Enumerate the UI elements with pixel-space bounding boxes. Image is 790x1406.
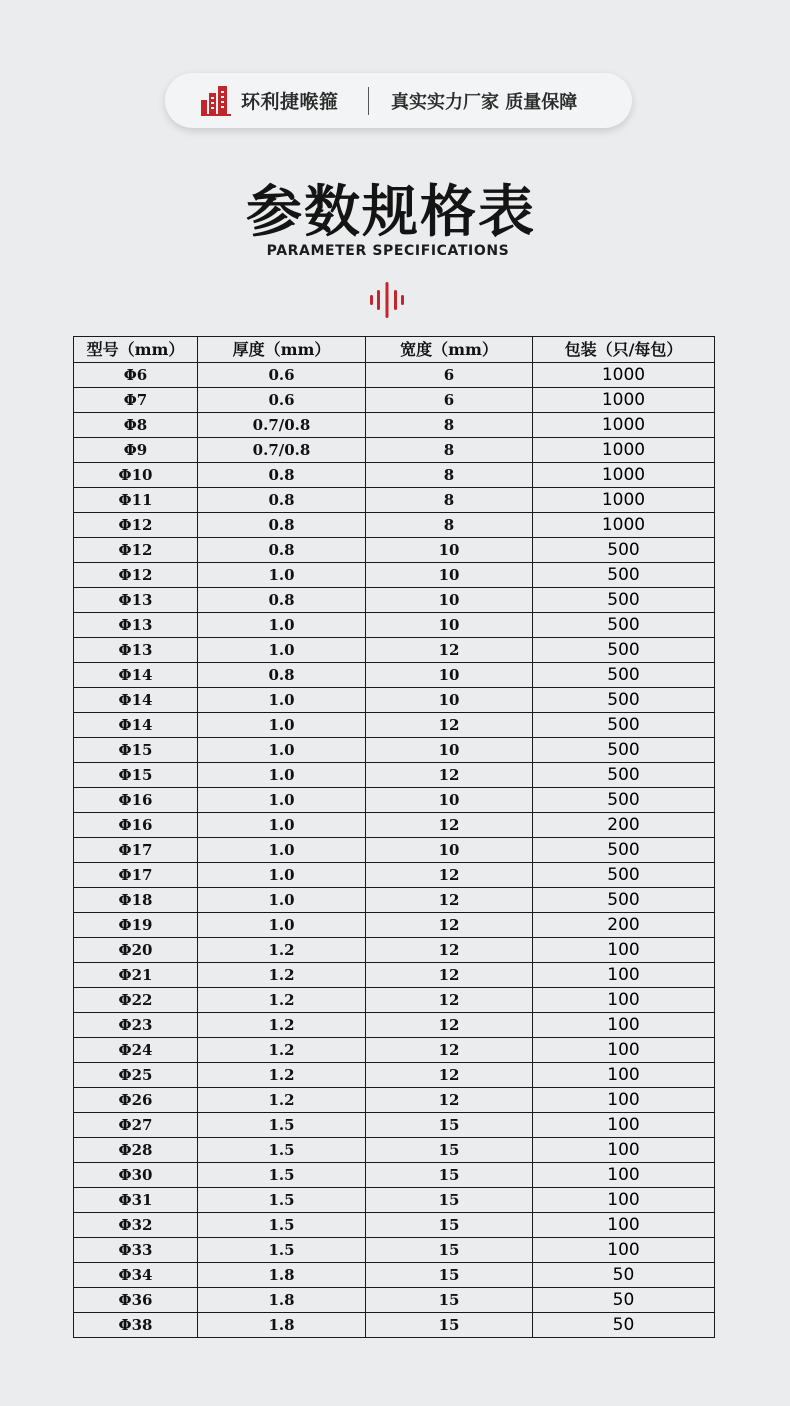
cell-thickness: 1.2 xyxy=(198,1038,366,1063)
divider xyxy=(368,87,369,115)
cell-model: Φ16 xyxy=(74,813,198,838)
cell-model: Φ24 xyxy=(74,1038,198,1063)
cell-thickness: 1.0 xyxy=(198,913,366,938)
table-row xyxy=(74,688,715,713)
cell-packing: 100 xyxy=(533,1163,715,1188)
header-model: 型号（mm） xyxy=(74,337,198,363)
cell-packing: 100 xyxy=(533,1213,715,1238)
cell-thickness: 1.0 xyxy=(198,613,366,638)
cell-thickness: 1.0 xyxy=(198,688,366,713)
table-row xyxy=(74,1213,715,1238)
cell-thickness: 1.2 xyxy=(198,1063,366,1088)
cell-model: Φ12 xyxy=(74,513,198,538)
cell-width: 15 xyxy=(366,1188,533,1213)
cell-model: Φ14 xyxy=(74,713,198,738)
cell-width: 8 xyxy=(366,488,533,513)
cell-model: Φ17 xyxy=(74,863,198,888)
table-row xyxy=(74,1038,715,1063)
cell-thickness: 1.0 xyxy=(198,788,366,813)
cell-packing: 1000 xyxy=(533,363,715,388)
table-row xyxy=(74,988,715,1013)
cell-thickness: 1.8 xyxy=(198,1288,366,1313)
cell-width: 8 xyxy=(366,463,533,488)
cell-width: 12 xyxy=(366,938,533,963)
cell-packing: 1000 xyxy=(533,463,715,488)
cell-model: Φ26 xyxy=(74,1088,198,1113)
cell-model: Φ15 xyxy=(74,763,198,788)
cell-packing: 500 xyxy=(533,838,715,863)
cell-model: Φ11 xyxy=(74,488,198,513)
cell-width: 12 xyxy=(366,863,533,888)
cell-model: Φ13 xyxy=(74,613,198,638)
cell-width: 10 xyxy=(366,613,533,638)
cell-packing: 500 xyxy=(533,663,715,688)
cell-thickness: 1.0 xyxy=(198,863,366,888)
table-row xyxy=(74,1138,715,1163)
cell-model: Φ19 xyxy=(74,913,198,938)
table-row xyxy=(74,763,715,788)
cell-width: 15 xyxy=(366,1138,533,1163)
cell-width: 8 xyxy=(366,438,533,463)
cell-width: 6 xyxy=(366,363,533,388)
cell-thickness: 1.0 xyxy=(198,763,366,788)
cell-width: 15 xyxy=(366,1113,533,1138)
cell-width: 10 xyxy=(366,588,533,613)
table-row xyxy=(74,963,715,988)
cell-width: 15 xyxy=(366,1163,533,1188)
cell-model: Φ28 xyxy=(74,1138,198,1163)
cell-thickness: 1.2 xyxy=(198,1088,366,1113)
cell-thickness: 1.5 xyxy=(198,1113,366,1138)
cell-packing: 500 xyxy=(533,588,715,613)
cell-thickness: 0.7/0.8 xyxy=(198,438,366,463)
cell-width: 15 xyxy=(366,1238,533,1263)
cell-model: Φ12 xyxy=(74,563,198,588)
cell-width: 12 xyxy=(366,1063,533,1088)
table-row xyxy=(74,813,715,838)
cell-thickness: 0.8 xyxy=(198,663,366,688)
cell-width: 12 xyxy=(366,638,533,663)
cell-model: Φ34 xyxy=(74,1263,198,1288)
table-row xyxy=(74,1113,715,1138)
cell-model: Φ25 xyxy=(74,1063,198,1088)
cell-width: 12 xyxy=(366,1088,533,1113)
cell-width: 8 xyxy=(366,413,533,438)
cell-packing: 1000 xyxy=(533,438,715,463)
cell-packing: 500 xyxy=(533,788,715,813)
table-row xyxy=(74,913,715,938)
table-row xyxy=(74,513,715,538)
cell-packing: 500 xyxy=(533,613,715,638)
cell-width: 15 xyxy=(366,1263,533,1288)
cell-model: Φ36 xyxy=(74,1288,198,1313)
table-row xyxy=(74,363,715,388)
cell-packing: 100 xyxy=(533,963,715,988)
cell-model: Φ33 xyxy=(74,1238,198,1263)
cell-width: 8 xyxy=(366,513,533,538)
cell-thickness: 1.2 xyxy=(198,963,366,988)
cell-thickness: 1.2 xyxy=(198,988,366,1013)
cell-thickness: 0.8 xyxy=(198,513,366,538)
header-packing: 包装（只/每包） xyxy=(533,337,715,363)
cell-width: 15 xyxy=(366,1288,533,1313)
cell-model: Φ13 xyxy=(74,588,198,613)
table-row xyxy=(74,938,715,963)
cell-packing: 1000 xyxy=(533,488,715,513)
cell-packing: 50 xyxy=(533,1313,715,1338)
table-row xyxy=(74,388,715,413)
table-row xyxy=(74,438,715,463)
cell-width: 10 xyxy=(366,663,533,688)
table-row xyxy=(74,1013,715,1038)
table-row xyxy=(74,863,715,888)
cell-width: 10 xyxy=(366,563,533,588)
cell-packing: 200 xyxy=(533,813,715,838)
cell-model: Φ15 xyxy=(74,738,198,763)
cell-model: Φ38 xyxy=(74,1313,198,1338)
cell-width: 10 xyxy=(366,538,533,563)
cell-packing: 100 xyxy=(533,988,715,1013)
cell-model: Φ31 xyxy=(74,1188,198,1213)
table-row xyxy=(74,563,715,588)
cell-thickness: 1.0 xyxy=(198,638,366,663)
table-row xyxy=(74,888,715,913)
cell-thickness: 1.2 xyxy=(198,1013,366,1038)
cell-width: 12 xyxy=(366,713,533,738)
cell-width: 10 xyxy=(366,688,533,713)
cell-width: 12 xyxy=(366,888,533,913)
cell-model: Φ21 xyxy=(74,963,198,988)
table-row xyxy=(74,488,715,513)
header-thickness: 厚度（mm） xyxy=(198,337,366,363)
cell-packing: 200 xyxy=(533,913,715,938)
spec-table-body xyxy=(74,363,715,1338)
sound-wave-icon xyxy=(368,281,406,319)
cell-packing: 500 xyxy=(533,563,715,588)
cell-packing: 100 xyxy=(533,1013,715,1038)
table-row xyxy=(74,1063,715,1088)
cell-thickness: 1.2 xyxy=(198,938,366,963)
cell-model: Φ14 xyxy=(74,688,198,713)
cell-thickness: 1.5 xyxy=(198,1138,366,1163)
table-row xyxy=(74,1313,715,1338)
table-row xyxy=(74,1188,715,1213)
cell-thickness: 0.8 xyxy=(198,463,366,488)
table-row xyxy=(74,1288,715,1313)
cell-packing: 500 xyxy=(533,738,715,763)
cell-packing: 100 xyxy=(533,1188,715,1213)
table-row xyxy=(74,1238,715,1263)
cell-packing: 500 xyxy=(533,763,715,788)
cell-model: Φ6 xyxy=(74,363,198,388)
cell-thickness: 1.0 xyxy=(198,713,366,738)
cell-thickness: 1.8 xyxy=(198,1263,366,1288)
header-width: 宽度（mm） xyxy=(366,337,533,363)
table-row xyxy=(74,838,715,863)
cell-width: 12 xyxy=(366,963,533,988)
table-row xyxy=(74,463,715,488)
cell-width: 10 xyxy=(366,738,533,763)
cell-model: Φ23 xyxy=(74,1013,198,1038)
table-row xyxy=(74,413,715,438)
table-row xyxy=(74,1263,715,1288)
cell-width: 10 xyxy=(366,788,533,813)
cell-thickness: 1.8 xyxy=(198,1313,366,1338)
table-row xyxy=(74,713,715,738)
cell-packing: 50 xyxy=(533,1263,715,1288)
cell-thickness: 0.7/0.8 xyxy=(198,413,366,438)
cell-model: Φ12 xyxy=(74,538,198,563)
cell-packing: 1000 xyxy=(533,413,715,438)
cell-thickness: 1.0 xyxy=(198,738,366,763)
cell-packing: 500 xyxy=(533,688,715,713)
table-row xyxy=(74,788,715,813)
cell-width: 12 xyxy=(366,763,533,788)
cell-model: Φ16 xyxy=(74,788,198,813)
table-row xyxy=(74,638,715,663)
table-row xyxy=(74,663,715,688)
table-row xyxy=(74,588,715,613)
brand-slogan: 真实实力厂家 质量保障 xyxy=(391,92,578,113)
cell-packing: 100 xyxy=(533,1063,715,1088)
spec-table xyxy=(73,336,715,1338)
cell-width: 12 xyxy=(366,1013,533,1038)
cell-packing: 100 xyxy=(533,1138,715,1163)
cell-width: 15 xyxy=(366,1213,533,1238)
page-subtitle: PARAMETER SPECIFICATIONS xyxy=(266,243,510,259)
cell-thickness: 1.5 xyxy=(198,1238,366,1263)
cell-width: 12 xyxy=(366,813,533,838)
cell-model: Φ13 xyxy=(74,638,198,663)
cell-width: 12 xyxy=(366,913,533,938)
cell-model: Φ22 xyxy=(74,988,198,1013)
cell-model: Φ14 xyxy=(74,663,198,688)
cell-width: 12 xyxy=(366,988,533,1013)
cell-model: Φ27 xyxy=(74,1113,198,1138)
cell-thickness: 0.8 xyxy=(198,588,366,613)
cell-packing: 100 xyxy=(533,1088,715,1113)
cell-packing: 100 xyxy=(533,1038,715,1063)
table-row xyxy=(74,1088,715,1113)
cell-thickness: 1.0 xyxy=(198,888,366,913)
building-icon xyxy=(201,86,231,116)
cell-model: Φ32 xyxy=(74,1213,198,1238)
cell-thickness: 0.8 xyxy=(198,538,366,563)
cell-packing: 500 xyxy=(533,713,715,738)
cell-model: Φ7 xyxy=(74,388,198,413)
table-row xyxy=(74,1163,715,1188)
cell-packing: 1000 xyxy=(533,513,715,538)
cell-thickness: 1.0 xyxy=(198,838,366,863)
cell-thickness: 0.8 xyxy=(198,488,366,513)
cell-width: 15 xyxy=(366,1313,533,1338)
cell-packing: 50 xyxy=(533,1288,715,1313)
cell-model: Φ9 xyxy=(74,438,198,463)
cell-model: Φ18 xyxy=(74,888,198,913)
cell-packing: 500 xyxy=(533,863,715,888)
cell-width: 6 xyxy=(366,388,533,413)
page-title: 参数规格表 xyxy=(246,180,536,245)
cell-packing: 100 xyxy=(533,1113,715,1138)
table-row xyxy=(74,738,715,763)
cell-thickness: 1.5 xyxy=(198,1213,366,1238)
brand-name: 环利捷喉箍 xyxy=(241,91,339,113)
cell-thickness: 1.0 xyxy=(198,813,366,838)
cell-packing: 1000 xyxy=(533,388,715,413)
cell-model: Φ17 xyxy=(74,838,198,863)
header-row xyxy=(74,337,715,363)
cell-packing: 100 xyxy=(533,938,715,963)
cell-model: Φ20 xyxy=(74,938,198,963)
cell-thickness: 1.0 xyxy=(198,563,366,588)
cell-packing: 500 xyxy=(533,538,715,563)
cell-model: Φ10 xyxy=(74,463,198,488)
cell-model: Φ30 xyxy=(74,1163,198,1188)
cell-packing: 500 xyxy=(533,638,715,663)
cell-thickness: 1.5 xyxy=(198,1188,366,1213)
cell-packing: 500 xyxy=(533,888,715,913)
cell-width: 12 xyxy=(366,1038,533,1063)
cell-packing: 100 xyxy=(533,1238,715,1263)
cell-thickness: 1.5 xyxy=(198,1163,366,1188)
table-row xyxy=(74,613,715,638)
cell-thickness: 0.6 xyxy=(198,388,366,413)
cell-model: Φ8 xyxy=(74,413,198,438)
cell-width: 10 xyxy=(366,838,533,863)
table-row xyxy=(74,538,715,563)
brand-header xyxy=(165,73,632,128)
cell-thickness: 0.6 xyxy=(198,363,366,388)
